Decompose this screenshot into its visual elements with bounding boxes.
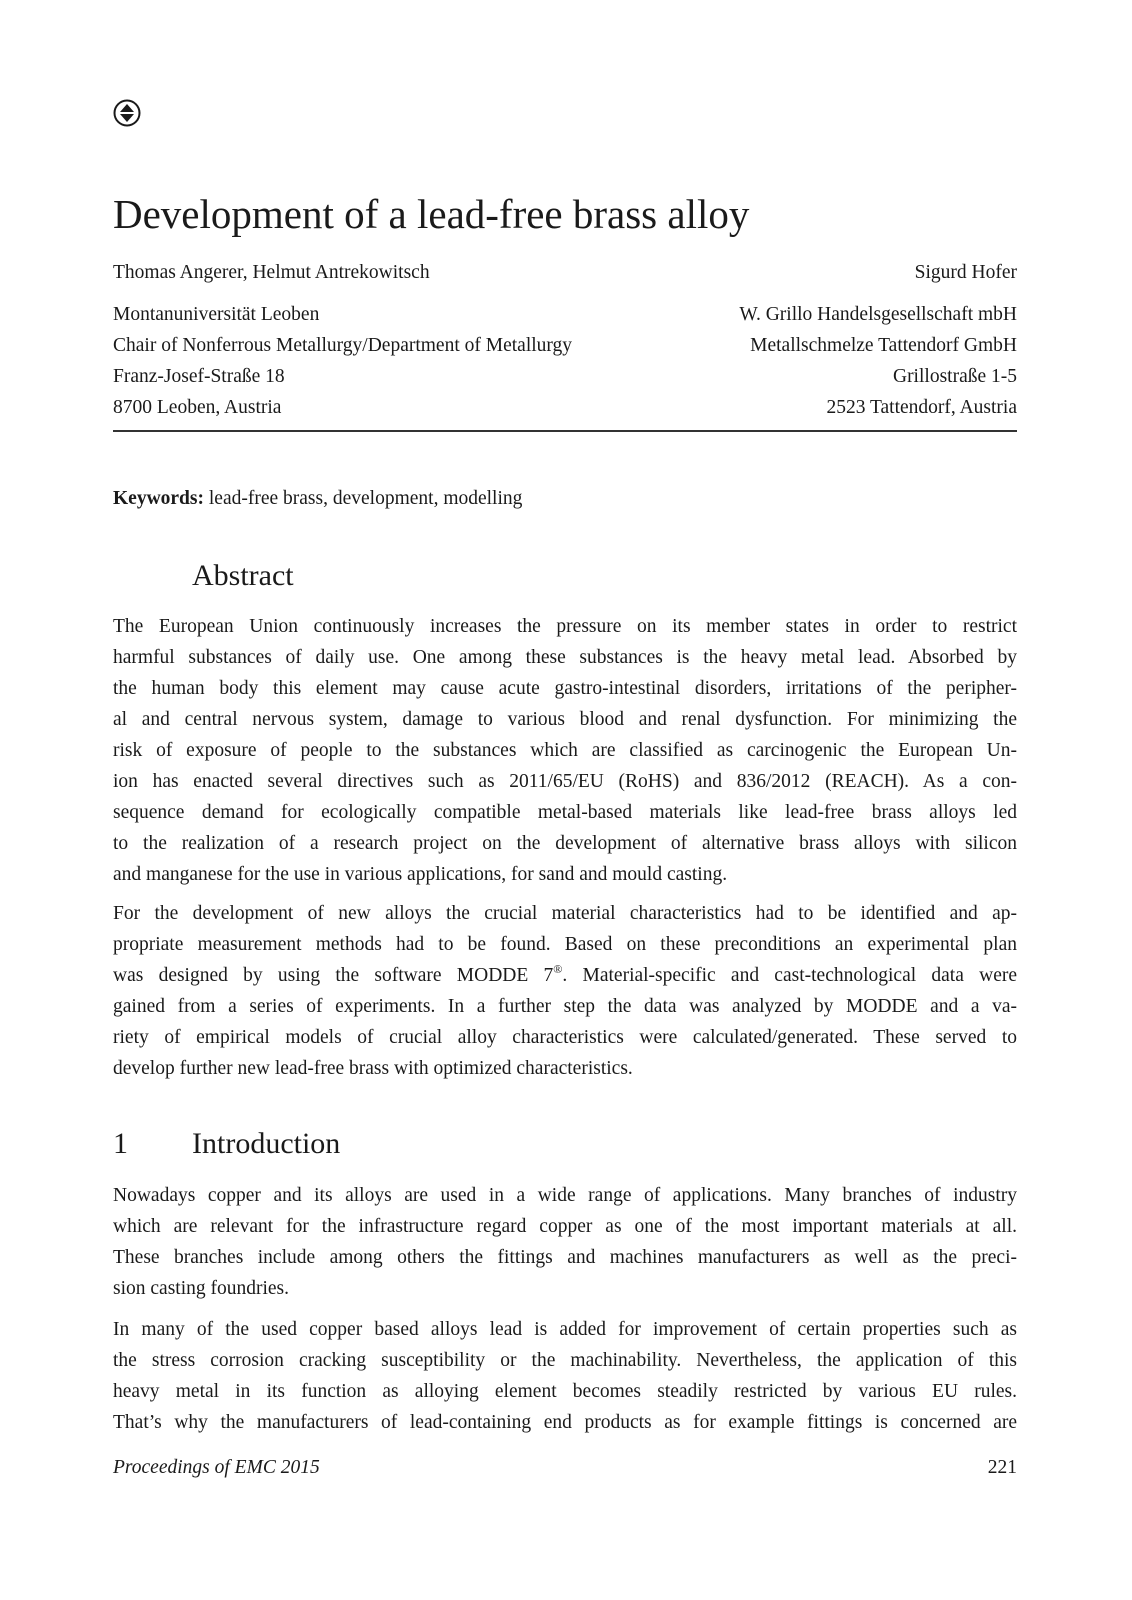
affiliation-right-line: Grillostraße 1-5	[892, 366, 1017, 387]
affiliation-left-line: 8700 Leoben, Austria	[113, 397, 282, 418]
text-fragment: was designed by using the software MODDE 7	[113, 965, 554, 986]
affiliation-left-line: Chair of Nonferrous Metallurgy/Department of Metallurgy	[113, 335, 573, 356]
text-line: and manganese for the use in various applications, for sand and mould casting.	[113, 864, 728, 885]
introduction-paragraph-2	[113, 1314, 1017, 1438]
affiliation-left-line: Franz-Josef-Straße 18	[113, 366, 285, 387]
text-line: risk of exposure of people to the substances which are classified as carcinogenic the European Un-	[113, 740, 1017, 761]
text-line: sion casting foundries.	[113, 1278, 290, 1299]
publisher-logo-icon	[113, 99, 141, 127]
text-line: to the realization of a research project on the development of alternative brass alloys with silicon	[113, 833, 1017, 854]
affiliation-right-line: W. Grillo Handelsgesellschaft mbH	[739, 304, 1017, 325]
journal-name: Proceedings of EMC 2015	[113, 1457, 320, 1478]
authors-left: Thomas Angerer, Helmut Antrekowitsch	[113, 262, 430, 283]
page-footer	[113, 1452, 1017, 1483]
text-line: heavy metal in its function as alloying element becomes steadily restricted by various EU rules.	[113, 1381, 1017, 1402]
text-fragment: . Material-specific and cast-technological data were	[562, 965, 1017, 986]
text-line: The European Union continuously increases the pressure on its member states in order to restrict	[113, 616, 1017, 637]
keywords	[113, 483, 522, 514]
text-line: gained from a series of experiments. In a further step the data was analyzed by MODDE and a va-	[113, 996, 1017, 1017]
text-line: the stress corrosion cracking susceptibility or the machinability. Nevertheless, the application of this	[113, 1350, 1017, 1371]
text-line: harmful substances of daily use. One among these substances is the heavy metal lead. Absorbed by	[113, 647, 1017, 668]
affiliation-left-line: Montanuniversität Leoben	[113, 304, 320, 325]
affiliation-right-line: 2523 Tattendorf, Austria	[826, 397, 1017, 418]
text-line: ion has enacted several directives such as 2011/65/EU (RoHS) and 836/2012 (REACH). As a con-	[113, 771, 1017, 792]
abstract-paragraph-1	[113, 611, 1017, 890]
abstract-heading: Abstract	[192, 559, 294, 592]
abstract-paragraph-2	[113, 898, 1017, 1084]
text-line: That’s why the manufacturers of lead-containing end products as for example fittings is concerned are	[113, 1412, 1017, 1433]
text-line: develop further new lead-free brass with optimized characteristics.	[113, 1058, 633, 1079]
text-line: These branches include among others the fittings and machines manufacturers as well as the preci-	[113, 1247, 1017, 1268]
page-number: 221	[987, 1457, 1017, 1478]
text-line: sequence demand for ecologically compatible metal-based materials like lead-free brass alloys led	[113, 802, 1017, 823]
authors-right: Sigurd Hofer	[914, 262, 1017, 283]
text-line: al and central nervous system, damage to various blood and renal dysfunction. For minimizing the	[113, 709, 1017, 730]
registered-mark: ®	[553, 962, 563, 976]
text-line: Nowadays copper and its alloys are used in a wide range of applications. Many branches of industry	[113, 1185, 1017, 1206]
keywords-label: Keywords:	[113, 488, 204, 509]
introduction-paragraph-1	[113, 1180, 1017, 1304]
paper-page	[113, 0, 1017, 1600]
keywords-text: lead-free brass, development, modelling	[208, 488, 523, 509]
affiliation-right-line: Metallschmelze Tattendorf GmbH	[750, 335, 1017, 356]
paper-title: Development of a lead-free brass alloy	[113, 191, 750, 237]
author-block	[113, 257, 1017, 423]
text-line: In many of the used copper based alloys lead is added for improvement of certain properties such as	[113, 1319, 1017, 1340]
text-line	[113, 960, 1017, 991]
section-number: 1	[113, 1127, 128, 1160]
text-line: propriate measurement methods had to be found. Based on these preconditions an experimental plan	[113, 934, 1017, 955]
text-line: the human body this element may cause acute gastro-intestinal disorders, irritations of the peripher-	[113, 678, 1017, 699]
introduction-heading	[113, 1124, 1017, 1164]
text-line: riety of empirical models of crucial alloy characteristics were calculated/generated. These served to	[113, 1027, 1017, 1048]
header-divider	[113, 430, 1017, 432]
text-line: For the development of new alloys the crucial material characteristics had to be identified and ap-	[113, 903, 1017, 924]
section-title: Introduction	[192, 1127, 341, 1160]
text-line: which are relevant for the infrastructure regard copper as one of the most important materials at all.	[113, 1216, 1017, 1237]
